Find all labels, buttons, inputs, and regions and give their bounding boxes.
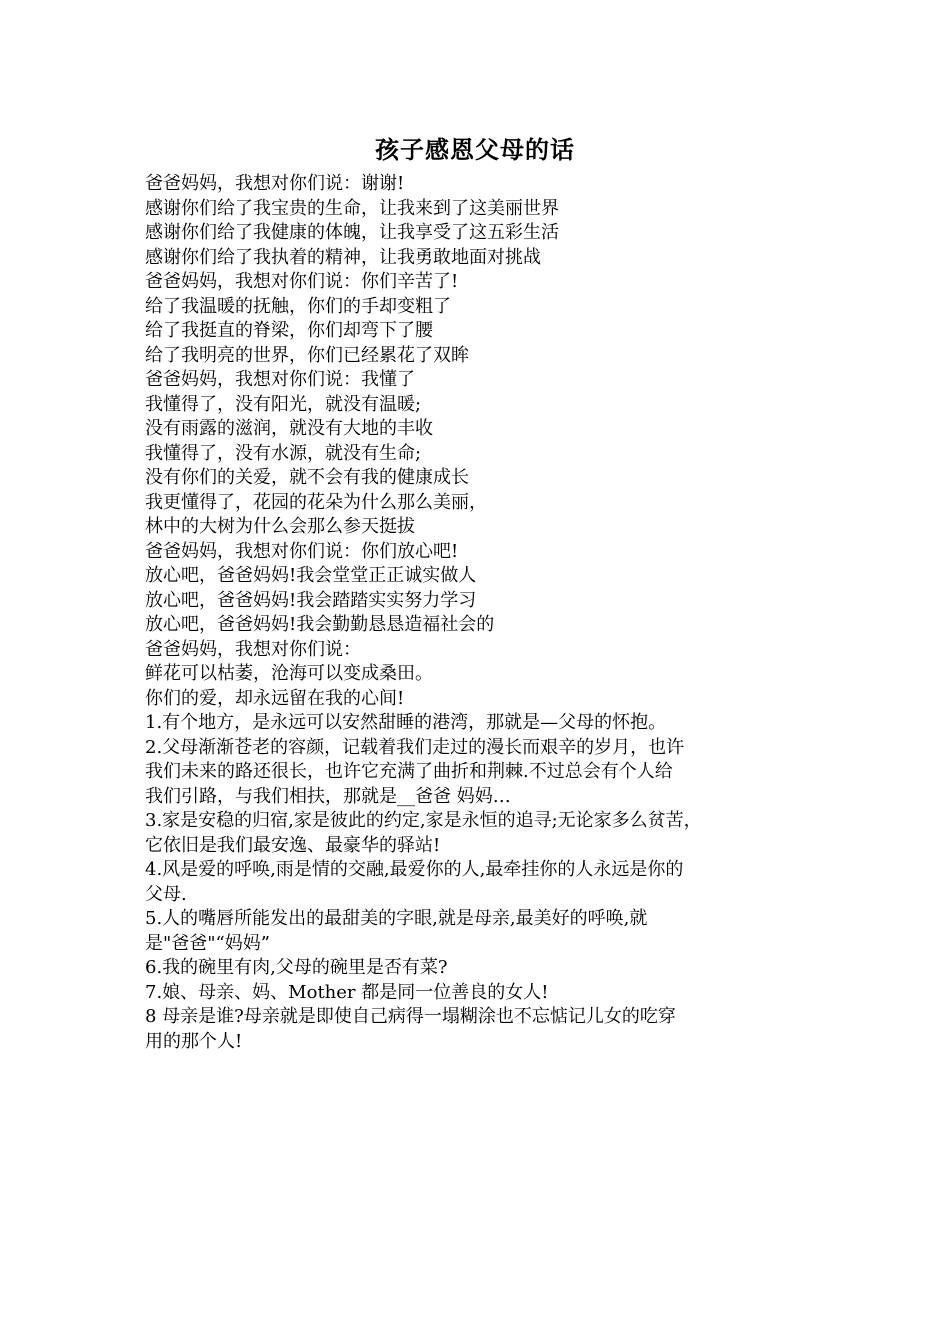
document-body — [145, 172, 825, 1054]
text-line: 给了我明亮的世界，你们已经累花了双眸 — [145, 344, 469, 366]
text-line: 爸爸妈妈，我想对你们说：你们辛苦了! — [145, 271, 459, 292]
text-line: 感谢你们给了我健康的体魄，让我享受了这五彩生活 — [145, 222, 559, 243]
paragraph-line: 6.我的碗里有肉,父母的碗里是否有菜? — [145, 957, 448, 978]
numbered-paragraph-3 — [145, 809, 825, 858]
text-line: 爸爸妈妈，我想对你们说： — [145, 638, 361, 660]
paragraph-line: 3.家是安稳的归宿,家是彼此的约定,家是永恒的追寻;无论家多么贫苦， — [145, 810, 702, 831]
text-line: 你们的爱，却永远留在我的心间! — [145, 687, 405, 709]
numbered-paragraph-8 — [145, 1005, 825, 1054]
text-line: 林中的大树为什么会那么参天挺拔 — [145, 516, 415, 537]
text-line: 给了我挺直的脊梁，你们却弯下了腰 — [145, 320, 433, 341]
document-title: 孩子感恩父母的话 — [375, 135, 575, 164]
text-line: 我懂得了，没有水源，就没有生命; — [145, 442, 422, 464]
paragraph-line: 8 母亲是谁?母亲就是即使自己病得一塌糊涂也不忘惦记儿女的吃穿 — [145, 1006, 676, 1027]
text-line: 感谢你们给了我宝贵的生命，让我来到了这美丽世界 — [145, 197, 559, 219]
paragraph-line: 1.有个地方，是永远可以安然甜睡的港湾，那就是—父母的怀抱。 — [145, 712, 667, 733]
text-line: 给了我温暖的抚触，你们的手却变粗了 — [145, 295, 451, 317]
numbered-paragraph-7 — [145, 981, 825, 1006]
paragraph-line: 是"爸爸"“妈妈” — [145, 932, 270, 954]
paragraph-line: 我们引路，与我们相扶，那就是__爸爸 妈妈… — [145, 785, 511, 807]
text-line: 感谢你们给了我执着的精神，让我勇敢地面对挑战 — [145, 246, 541, 268]
paragraph-line: 2.父母渐渐苍老的容颜，记载着我们走过的漫长而艰辛的岁月，也许 — [145, 736, 685, 758]
text-line: 爸爸妈妈，我想对你们说：谢谢! — [145, 173, 405, 194]
paragraph-line: 用的那个人! — [145, 1030, 243, 1052]
numbered-paragraph-2 — [145, 736, 825, 810]
numbered-paragraph-1 — [145, 711, 825, 736]
text-line: 爸爸妈妈，我想对你们说：我懂了 — [145, 369, 415, 390]
paragraph-line: 5.人的嘴唇所能发出的最甜美的字眼,就是母亲,最美好的呼唤,就 — [145, 908, 648, 929]
text-line: 爸爸妈妈，我想对你们说：你们放心吧! — [145, 540, 459, 562]
text-line: 没有你们的关爱，就不会有我的健康成长 — [145, 467, 469, 488]
text-line: 放心吧，爸爸妈妈!我会勤勤恳恳造福社会的 — [145, 614, 495, 635]
text-line: 鲜花可以枯萎，沧海可以变成桑田。 — [145, 663, 433, 684]
text-line: 放心吧，爸爸妈妈!我会堂堂正正诚实做人 — [145, 565, 477, 586]
paragraph-line: 4.风是爱的呼唤,雨是情的交融,最爱你的人,最牵挂你的人永远是你的 — [145, 859, 684, 880]
numbered-paragraph-4 — [145, 858, 825, 907]
text-line: 我更懂得了，花园的花朵为什么那么美丽， — [145, 491, 487, 513]
paragraph-line: 我们未来的路还很长，也许它充满了曲折和荆棘.不过总会有个人给 — [145, 761, 673, 782]
text-line: 放心吧，爸爸妈妈!我会踏踏实实努力学习 — [145, 589, 477, 611]
numbered-paragraph-6 — [145, 956, 825, 981]
paragraph-line: 它依旧是我们最安逸、最豪华的驿站! — [145, 834, 441, 856]
numbered-paragraph-5 — [145, 907, 825, 956]
paragraph-line: 父母. — [145, 883, 187, 905]
paragraph-line: 7.娘、母亲、妈、Mother 都是同一位善良的女人! — [145, 981, 549, 1003]
text-line: 我懂得了，没有阳光，就没有温暖; — [145, 393, 422, 415]
text-line: 没有雨露的滋润，就没有大地的丰收 — [145, 418, 433, 439]
